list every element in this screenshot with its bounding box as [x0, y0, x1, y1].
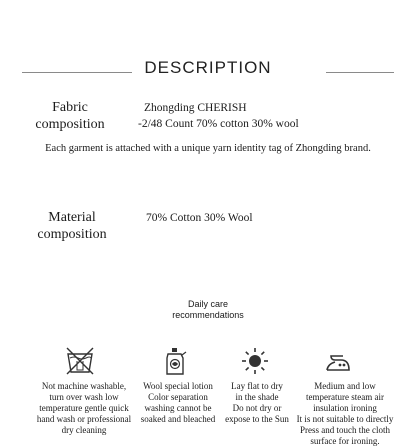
heading-rule-right: [326, 72, 394, 73]
caption-line: hand wash or professional: [36, 414, 132, 424]
material-composition-label: [22, 209, 122, 243]
caption-line: Color separation: [148, 392, 208, 402]
caption-line: It is not suitable to directly: [296, 414, 394, 424]
fabric-value-line1: Zhongding CHERISH: [144, 102, 247, 114]
caption-line: surface for ironing.: [310, 436, 380, 446]
material-label-line2: composition: [37, 227, 107, 242]
care-title-line1: Daily care: [187, 299, 228, 309]
caption-line: Not machine washable,: [41, 381, 127, 391]
caption-line: Do not dry or: [232, 403, 282, 413]
wool-detergent-bottle-icon: [160, 346, 190, 376]
caption-line: in the shade: [235, 392, 279, 402]
fabric-value: [138, 100, 299, 132]
fabric-label-line1: Fabric: [52, 100, 88, 115]
care-caption-wash: [28, 381, 140, 436]
caption-line: dry cleaning: [61, 425, 107, 435]
care-title-line2: recommendations: [172, 310, 244, 320]
caption-line: turn over wash low: [49, 392, 119, 402]
no-machine-wash-icon: [65, 346, 95, 376]
fabric-composition-label: [20, 99, 120, 133]
caption-line: Medium and low: [314, 381, 376, 391]
care-title: [0, 299, 416, 321]
caption-line: soaked and bleached: [140, 414, 216, 424]
fabric-label-line2: composition: [35, 117, 105, 132]
caption-line: insulation ironing: [313, 403, 377, 413]
caption-line: temperature gentle quick: [39, 403, 129, 413]
caption-line: Lay flat to dry: [231, 381, 283, 391]
material-value: 70% Cotton 30% Wool: [146, 212, 253, 224]
flat-dry-shade-icon: [240, 346, 270, 376]
caption-line: Press and touch the cloth: [300, 425, 390, 435]
caption-line: Wool special lotion: [143, 381, 213, 391]
caption-line: temperature steam air: [306, 392, 384, 402]
caption-line: expose to the Sun: [225, 414, 289, 424]
material-label-line1: Material: [48, 210, 96, 225]
caption-line: washing cannot be: [144, 403, 212, 413]
fabric-value-line2: -2/48 Count 70% cotton 30% wool: [138, 118, 299, 130]
page-title: DESCRIPTION: [144, 58, 272, 77]
care-caption-iron: [282, 381, 408, 447]
steam-iron-icon: [323, 346, 353, 376]
yarn-tag-note: Each garment is attached with a unique yarn identity tag of Zhongding brand.: [45, 143, 371, 154]
